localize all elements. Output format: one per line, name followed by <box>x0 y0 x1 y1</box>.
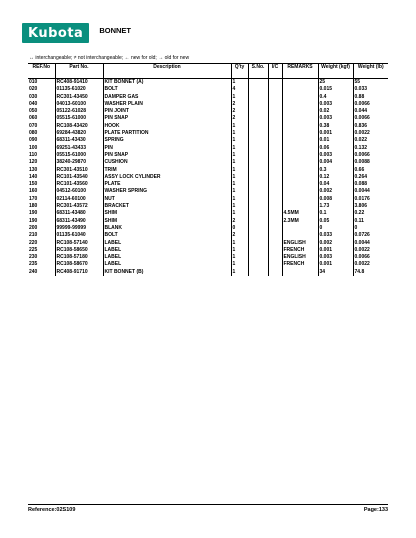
cell-interchangeability <box>268 196 282 203</box>
cell-ref: 160 <box>28 188 55 195</box>
cell-weight-kgf: 0.01 <box>318 137 353 144</box>
cell-serial-number <box>248 108 268 115</box>
table-row <box>28 174 388 181</box>
cell-ref: 040 <box>28 101 55 108</box>
cell-qty: 1 <box>231 159 248 166</box>
cell-serial-number <box>248 188 268 195</box>
cell-weight-lb: 0.0066 <box>354 115 370 122</box>
cell-serial-number <box>248 115 268 122</box>
cell-description: PIN SNAP <box>103 152 231 159</box>
cell-qty: 1 <box>231 174 248 181</box>
cell-weight-lb: 0.0066 <box>354 151 370 158</box>
cell-qty: 0 <box>231 225 248 232</box>
cell-interchangeability <box>268 152 282 159</box>
cell-serial-number <box>248 247 268 254</box>
cell-weight-kgf: 0.4 <box>318 94 353 101</box>
cell-qty: 1 <box>231 181 248 188</box>
cell-description: KIT BONNET (B) <box>103 269 231 276</box>
cell-remarks <box>282 137 318 144</box>
table-bottom-rule <box>28 504 388 505</box>
cell-serial-number <box>248 196 268 203</box>
cell-ref: 080 <box>28 130 55 137</box>
cell-description: WASHER SPRING <box>103 188 231 195</box>
cell-description: BRACKET <box>103 203 231 210</box>
cell-weight-kgf: 0.02 <box>318 108 353 115</box>
table-row <box>28 188 388 195</box>
cell-serial-number <box>248 269 268 276</box>
cell-qty: 1 <box>231 145 248 152</box>
cell-description: NUT <box>103 196 231 203</box>
cell-part-number: 69284-43820 <box>55 130 103 137</box>
cell-weight-lb: 0.66 <box>354 166 365 173</box>
cell-weight-kgf: 0.38 <box>318 123 353 130</box>
table-row <box>28 115 388 122</box>
cell-part-number: 02114-60100 <box>55 196 103 203</box>
cell-serial-number <box>248 203 268 210</box>
cell-interchangeability <box>268 181 282 188</box>
cell-ref: 170 <box>28 196 55 203</box>
cell-part-number: RC108-57180 <box>55 254 103 261</box>
cell-ref: 230 <box>28 254 55 261</box>
cell-interchangeability <box>268 137 282 144</box>
cell-interchangeability <box>268 269 282 276</box>
col-header-ref: REF.No <box>28 64 55 79</box>
cell-ref: 050 <box>28 108 55 115</box>
cell-ref: 030 <box>28 94 55 101</box>
cell-weight-kgf: 0.3 <box>318 167 353 174</box>
table-row <box>28 94 388 101</box>
cell-part-number: 04512-60100 <box>55 188 103 195</box>
cell-ref: 190 <box>28 210 55 217</box>
cell-part-number: 05122-61028 <box>55 108 103 115</box>
cell-weight-lb: 0.0044 <box>354 239 370 246</box>
cell-ref: 200 <box>28 225 55 232</box>
cell-remarks: 4.5MM <box>282 210 318 217</box>
cell-description: SPRING <box>103 137 231 144</box>
col-header-part: Part No. <box>55 64 103 79</box>
cell-remarks: ENGLISH <box>282 254 318 261</box>
cell-description: LABEL <box>103 247 231 254</box>
cell-remarks <box>282 196 318 203</box>
cell-part-number: RC101-43540 <box>55 174 103 181</box>
cell-qty: 1 <box>231 196 248 203</box>
cell-interchangeability <box>268 115 282 122</box>
cell-qty: 1 <box>231 261 248 268</box>
cell-qty: 2 <box>231 218 248 225</box>
cell-interchangeability <box>268 79 282 87</box>
cell-weight-kgf: 0.05 <box>318 218 353 225</box>
cell-weight-kgf: 0.002 <box>318 240 353 247</box>
cell-weight-lb: 0.88 <box>354 93 365 100</box>
cell-weight-lb: 0.088 <box>354 181 368 188</box>
cell-serial-number <box>248 123 268 130</box>
cell-ref: 110 <box>28 152 55 159</box>
cell-description: WASHER PLAIN <box>103 101 231 108</box>
cell-weight-lb: 0.0176 <box>354 195 370 202</box>
cell-serial-number <box>248 152 268 159</box>
cell-interchangeability <box>268 261 282 268</box>
cell-remarks <box>282 181 318 188</box>
cell-description: BLANK <box>103 225 231 232</box>
cell-interchangeability <box>268 123 282 130</box>
col-header-weight-lb: Weight (lb) <box>353 64 388 79</box>
cell-remarks <box>282 79 318 87</box>
cell-serial-number <box>248 218 268 225</box>
cell-weight-lb: 0.0044 <box>354 188 370 195</box>
cell-qty: 1 <box>231 254 248 261</box>
cell-qty: 4 <box>231 86 248 93</box>
cell-qty: 1 <box>231 123 248 130</box>
col-header-sno: S.No. <box>248 64 268 79</box>
cell-serial-number <box>248 225 268 232</box>
cell-weight-lb: 0.033 <box>354 86 368 93</box>
cell-remarks <box>282 188 318 195</box>
cell-interchangeability <box>268 101 282 108</box>
cell-description: LABEL <box>103 240 231 247</box>
cell-weight-lb: 0.0088 <box>354 159 370 166</box>
cell-description: PIN JOINT <box>103 108 231 115</box>
cell-part-number: RC301-43450 <box>55 94 103 101</box>
cell-part-number: RC301-43572 <box>55 203 103 210</box>
cell-weight-lb: 0.0066 <box>354 100 370 107</box>
cell-weight-lb: 0.836 <box>354 122 368 129</box>
table-row <box>28 210 388 217</box>
cell-weight-kgf: 0.1 <box>318 210 353 217</box>
cell-description: PIN SNAP <box>103 115 231 122</box>
cell-description: TRIM <box>103 167 231 174</box>
cell-weight-lb: 0.11 <box>354 217 364 224</box>
cell-weight-kgf: 0.12 <box>318 174 353 181</box>
cell-description: KIT BONNET (A) <box>103 79 231 87</box>
cell-serial-number <box>248 181 268 188</box>
cell-description: ASSY LOCK CYLINDER <box>103 174 231 181</box>
cell-part-number: RC408-91710 <box>55 269 103 276</box>
table-row <box>28 196 388 203</box>
cell-qty: 2 <box>231 101 248 108</box>
cell-ref: 180 <box>28 203 55 210</box>
cell-remarks <box>282 130 318 137</box>
cell-interchangeability <box>268 167 282 174</box>
table-row <box>28 269 388 276</box>
cell-ref: 225 <box>28 247 55 254</box>
cell-qty: 1 <box>231 79 248 87</box>
cell-weight-kgf: 0.008 <box>318 196 353 203</box>
table-row <box>28 123 388 130</box>
cell-interchangeability <box>268 130 282 137</box>
cell-part-number: 05515-61000 <box>55 152 103 159</box>
table-row <box>28 225 388 232</box>
interchangeability-legend: ↔ interchangeable; ≠ not interchangeable; ← new for old; → old for new <box>29 55 190 61</box>
cell-weight-kgf: 0 <box>318 225 353 232</box>
cell-qty: 1 <box>231 269 248 276</box>
cell-interchangeability <box>268 159 282 166</box>
cell-description: DAMPER GAS <box>103 94 231 101</box>
cell-remarks <box>282 174 318 181</box>
cell-remarks <box>282 108 318 115</box>
table-row <box>28 232 388 239</box>
cell-interchangeability <box>268 174 282 181</box>
cell-ref: 150 <box>28 181 55 188</box>
cell-description: BOLT <box>103 232 231 239</box>
page-header <box>22 22 131 44</box>
cell-interchangeability <box>268 210 282 217</box>
cell-part-number: 01135-61020 <box>55 86 103 93</box>
cell-remarks: FRENCH <box>282 247 318 254</box>
cell-remarks: 2.3MM <box>282 218 318 225</box>
cell-part-number: 68311-43430 <box>55 137 103 144</box>
cell-description: CUSHION <box>103 159 231 166</box>
table-row <box>28 181 388 188</box>
cell-part-number: 01135-61040 <box>55 232 103 239</box>
cell-weight-lb: 3.806 <box>354 203 368 210</box>
cell-part-number: 68311-43480 <box>55 210 103 217</box>
cell-weight-kgf: 34 <box>318 269 353 276</box>
parts-table-body <box>28 79 388 277</box>
cell-remarks <box>282 145 318 152</box>
cell-serial-number <box>248 86 268 93</box>
col-header-weight-kgf: Weight (kgf) <box>318 64 353 79</box>
cell-description: LABEL <box>103 261 231 268</box>
cell-interchangeability <box>268 240 282 247</box>
cell-part-number: RC301-43510 <box>55 167 103 174</box>
cell-interchangeability <box>268 225 282 232</box>
cell-part-number: RC408-91410 <box>55 79 103 87</box>
cell-part-number: 99999-99999 <box>55 225 103 232</box>
cell-ref: 210 <box>28 232 55 239</box>
cell-interchangeability <box>268 203 282 210</box>
cell-description: LABEL <box>103 254 231 261</box>
cell-weight-kgf: 0.002 <box>318 188 353 195</box>
cell-ref: 240 <box>28 269 55 276</box>
cell-remarks <box>282 269 318 276</box>
cell-serial-number <box>248 130 268 137</box>
table-row <box>28 167 388 174</box>
cell-interchangeability <box>268 94 282 101</box>
table-row <box>28 137 388 144</box>
cell-interchangeability <box>268 254 282 261</box>
cell-ref: 130 <box>28 167 55 174</box>
cell-qty: 2 <box>231 232 248 239</box>
cell-description: PLATE <box>103 181 231 188</box>
cell-weight-lb: 0.132 <box>354 144 368 151</box>
cell-part-number: 68311-43490 <box>55 218 103 225</box>
cell-interchangeability <box>268 247 282 254</box>
cell-remarks: ENGLISH <box>282 240 318 247</box>
section-title: BONNET <box>99 25 131 35</box>
kubota-logo: Kubota <box>22 23 89 43</box>
cell-remarks <box>282 232 318 239</box>
cell-serial-number <box>248 137 268 144</box>
cell-weight-kgf: 0.003 <box>318 152 353 159</box>
table-row <box>28 79 388 87</box>
cell-remarks <box>282 159 318 166</box>
cell-ref: 220 <box>28 240 55 247</box>
cell-description: PLATE PARTITION <box>103 130 231 137</box>
cell-remarks <box>282 123 318 130</box>
cell-remarks <box>282 152 318 159</box>
cell-part-number: 05515-61000 <box>55 115 103 122</box>
cell-weight-kgf: 0.003 <box>318 115 353 122</box>
cell-weight-lb: 0.044 <box>354 108 368 115</box>
table-row <box>28 247 388 254</box>
table-header-row <box>28 64 388 79</box>
cell-part-number: RC108-57140 <box>55 240 103 247</box>
cell-weight-kgf: 0.033 <box>318 232 353 239</box>
cell-ref: 190 <box>28 218 55 225</box>
cell-ref: 100 <box>28 145 55 152</box>
cell-weight-kgf: 0.001 <box>318 130 353 137</box>
col-header-remarks: REMARKS <box>282 64 318 79</box>
table-row <box>28 261 388 268</box>
cell-weight-lb: 0.22 <box>354 210 365 217</box>
cell-ref: 140 <box>28 174 55 181</box>
cell-weight-kgf: 0.001 <box>318 261 353 268</box>
cell-qty: 2 <box>231 115 248 122</box>
cell-qty: 2 <box>231 108 248 115</box>
reference-code: Reference:02S109 <box>28 507 76 513</box>
cell-serial-number <box>248 145 268 152</box>
cell-weight-kgf: 0.004 <box>318 159 353 166</box>
cell-description: HOOK <box>103 123 231 130</box>
cell-part-number: RC108-58650 <box>55 247 103 254</box>
cell-weight-lb: 0.0022 <box>354 246 370 253</box>
table-row <box>28 86 388 93</box>
cell-interchangeability <box>268 86 282 93</box>
col-header-qty: Q'ty <box>231 64 248 79</box>
table-row <box>28 145 388 152</box>
table-row <box>28 101 388 108</box>
cell-weight-lb: 74.8 <box>354 268 365 275</box>
cell-serial-number <box>248 174 268 181</box>
cell-serial-number <box>248 167 268 174</box>
cell-weight-kgf: 0.001 <box>318 247 353 254</box>
cell-weight-lb: 0.022 <box>354 137 368 144</box>
cell-weight-lb: 0 <box>354 224 358 231</box>
cell-remarks <box>282 203 318 210</box>
cell-remarks <box>282 167 318 174</box>
col-header-ic: I/C <box>268 64 282 79</box>
cell-ref: 060 <box>28 115 55 122</box>
cell-interchangeability <box>268 232 282 239</box>
cell-qty: 1 <box>231 137 248 144</box>
cell-weight-kgf: 0.003 <box>318 101 353 108</box>
cell-remarks <box>282 94 318 101</box>
cell-qty: 1 <box>231 203 248 210</box>
cell-serial-number <box>248 210 268 217</box>
cell-part-number: 69251-43433 <box>55 145 103 152</box>
cell-part-number: 04013-60100 <box>55 101 103 108</box>
cell-weight-kgf: 0.04 <box>318 181 353 188</box>
cell-weight-lb: 0.264 <box>354 173 368 180</box>
cell-qty: 1 <box>231 188 248 195</box>
col-header-description: Description <box>103 64 231 79</box>
parts-table <box>28 64 388 276</box>
cell-ref: 120 <box>28 159 55 166</box>
cell-weight-kgf: 25 <box>318 79 353 87</box>
cell-serial-number <box>248 240 268 247</box>
cell-ref: 090 <box>28 137 55 144</box>
cell-weight-lb: 55 <box>354 79 361 85</box>
cell-interchangeability <box>268 218 282 225</box>
cell-qty: 1 <box>231 152 248 159</box>
cell-qty: 1 <box>231 130 248 137</box>
cell-ref: 020 <box>28 86 55 93</box>
cell-ref: 010 <box>28 79 55 87</box>
cell-ref: 070 <box>28 123 55 130</box>
cell-serial-number <box>248 101 268 108</box>
table-row <box>28 240 388 247</box>
cell-weight-kgf: 0.015 <box>318 86 353 93</box>
cell-part-number: RC108-58670 <box>55 261 103 268</box>
cell-part-number: RC101-43560 <box>55 181 103 188</box>
cell-qty: 1 <box>231 94 248 101</box>
table-row <box>28 130 388 137</box>
table-row <box>28 108 388 115</box>
cell-serial-number <box>248 232 268 239</box>
page-number: Page:133 <box>363 507 388 513</box>
cell-weight-kgf: 0.06 <box>318 145 353 152</box>
cell-serial-number <box>248 159 268 166</box>
table-row <box>28 152 388 159</box>
cell-remarks: FRENCH <box>282 261 318 268</box>
cell-weight-lb: 0.0066 <box>354 254 370 261</box>
cell-interchangeability <box>268 108 282 115</box>
table-row <box>28 159 388 166</box>
cell-description: PIN <box>103 145 231 152</box>
cell-weight-lb: 0.0022 <box>354 261 370 268</box>
cell-interchangeability <box>268 188 282 195</box>
cell-qty: 1 <box>231 247 248 254</box>
cell-description: SHIM <box>103 210 231 217</box>
table-row <box>28 218 388 225</box>
cell-qty: 1 <box>231 167 248 174</box>
cell-ref: 235 <box>28 261 55 268</box>
table-row <box>28 203 388 210</box>
cell-qty: 1 <box>231 210 248 217</box>
table-row <box>28 254 388 261</box>
cell-part-number: RC108-43420 <box>55 123 103 130</box>
cell-weight-kgf: 0.003 <box>318 254 353 261</box>
cell-remarks <box>282 101 318 108</box>
cell-qty: 1 <box>231 240 248 247</box>
cell-part-number: 38240-29870 <box>55 159 103 166</box>
cell-serial-number <box>248 94 268 101</box>
cell-serial-number <box>248 254 268 261</box>
cell-description: BOLT <box>103 86 231 93</box>
cell-serial-number <box>248 79 268 87</box>
cell-remarks <box>282 115 318 122</box>
cell-description: SHIM <box>103 218 231 225</box>
cell-weight-lb: 0.0022 <box>354 130 370 137</box>
cell-remarks <box>282 225 318 232</box>
cell-remarks <box>282 86 318 93</box>
cell-weight-lb: 0.0726 <box>354 232 370 239</box>
cell-weight-kgf: 1.73 <box>318 203 353 210</box>
cell-serial-number <box>248 261 268 268</box>
cell-interchangeability <box>268 145 282 152</box>
